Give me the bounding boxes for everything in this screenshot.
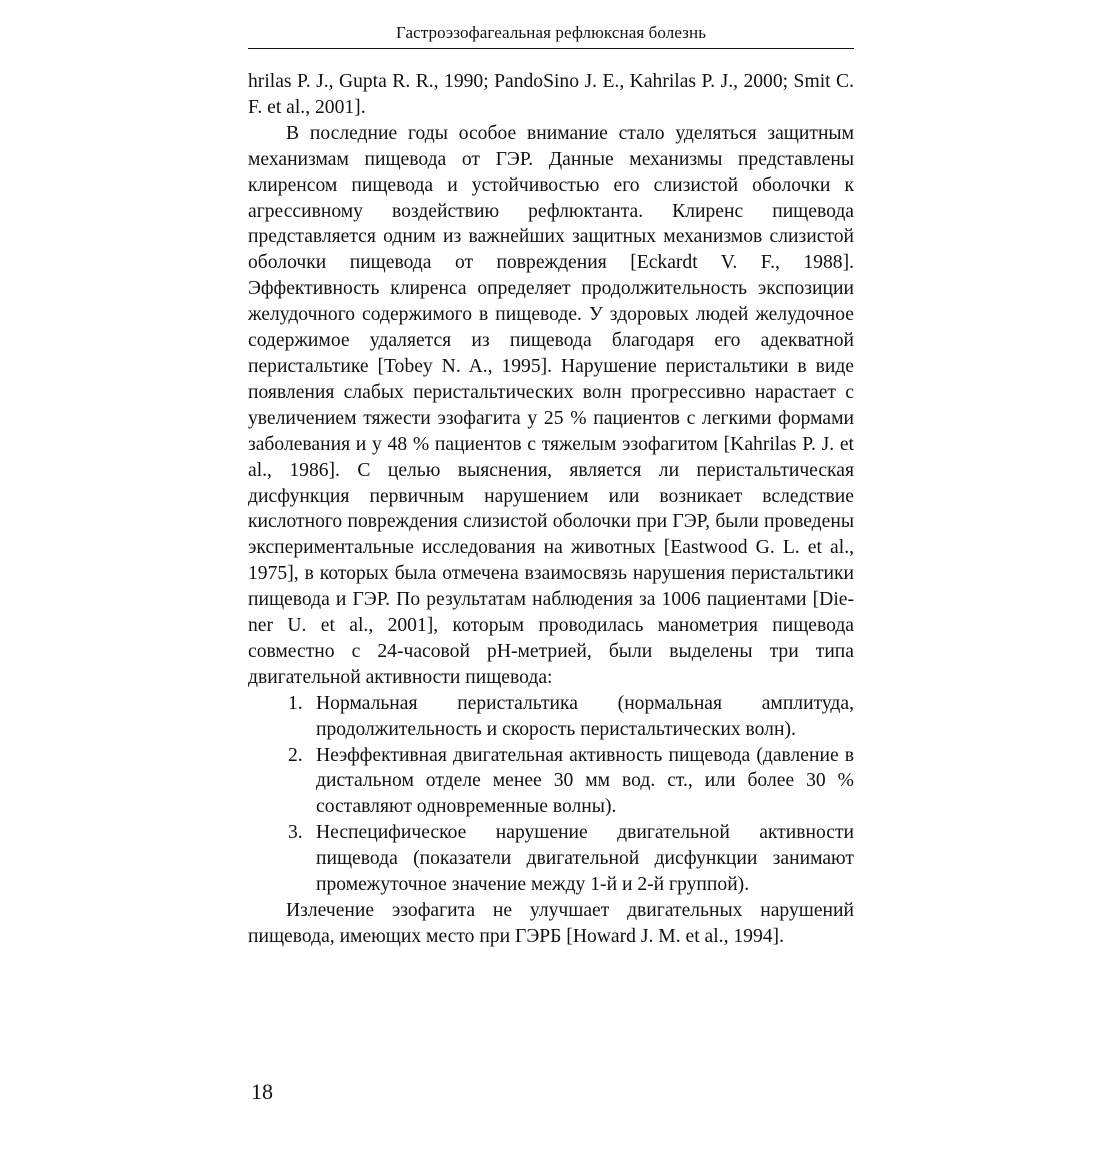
motility-types-list <box>248 691 854 898</box>
page-number: 18 <box>251 1079 273 1104</box>
paragraph-conclusion: Излечение эзофагита не улучшает двигательных нарушений пищевода, имеющих место при ГЭРБ [Howard J. M. et al., 1994]. <box>248 900 854 947</box>
running-header: Гастроэзофагеальная рефлюксная болезнь <box>248 22 854 49</box>
list-item <box>248 820 854 898</box>
paragraph-protective-mechanisms: В последние годы особое внимание стало уделяться защитным механизмам пищевода от ГЭР. Данные механизмы представлены клиренсом пищевода и устойчивостью его слизистой оболочки к агрессивному воздействию рефлюктанта. Клиренс пищевода представляется одним из важнейших защитных механизмов слизистой оболочки пищевода от повреждения [Eckardt V. F., 1988]. Эффективность клиренса определяет продолжительность экспозиции желудочного содержимого в пищеводе. У здоровых людей желудочное содержимое удаляется из пищевода благодаря его адекватной перистальтике [Tobey N. A., 1995]. Нарушение перистальтики в виде появления слабых перистальтических волн прогрессивно нарастает с увеличением тяжести эзофагита у 25 % пациентов с легкими формами заболевания и у 48 % пациентов с тяжелым эзофагитом [Kahrilas P. J. et al., 1986]. С целью выяснения, является ли перистальтическая дисфункция первичным нарушением или возникает вследствие кислотного повреждения слизистой оболочки при ГЭР, были проведены экспериментальные исследования на животных [Eastwood G. L. et al., 1975], в которых была отмечена взаимосвязь нарушения перистальтики пищевода и ГЭР. По результатам наблюдения за 1006 пациентами [Diener U. et al., 2001], которым проводилась манометрия пищевода совместно с 24-часовой pH-метрией, были выделены три типа двигательной активности пищевода: <box>248 122 854 688</box>
list-item <box>248 743 854 821</box>
list-item-text: Неэффективная двигательная активность пищевода (давление в дистальном отделе менее 30 мм вод. ст., или более 30 % составляют одновременные волны). <box>316 744 854 818</box>
page <box>248 22 854 950</box>
list-item-number: 3. <box>288 822 303 844</box>
body-text <box>248 69 854 950</box>
list-item <box>248 691 854 743</box>
list-item-text: Нормальная перистальтика (нормальная амплитуда, продолжительность и скорость перистальтических волн). <box>316 692 854 740</box>
paragraph-continuation: hrilas P. J., Gupta R. R., 1990; PandoSino J. E., Kahrilas P. J., 2000; Smit C. F. et al., 2001]. <box>248 71 854 118</box>
list-item-number: 2. <box>288 744 303 766</box>
list-item-text: Неспецифическое нарушение двигательной активности пищевода (показатели двигательной дисфункции занимают промежуточное значение между 1-й и 2-й группой). <box>316 822 854 896</box>
list-item-number: 1. <box>288 692 303 714</box>
